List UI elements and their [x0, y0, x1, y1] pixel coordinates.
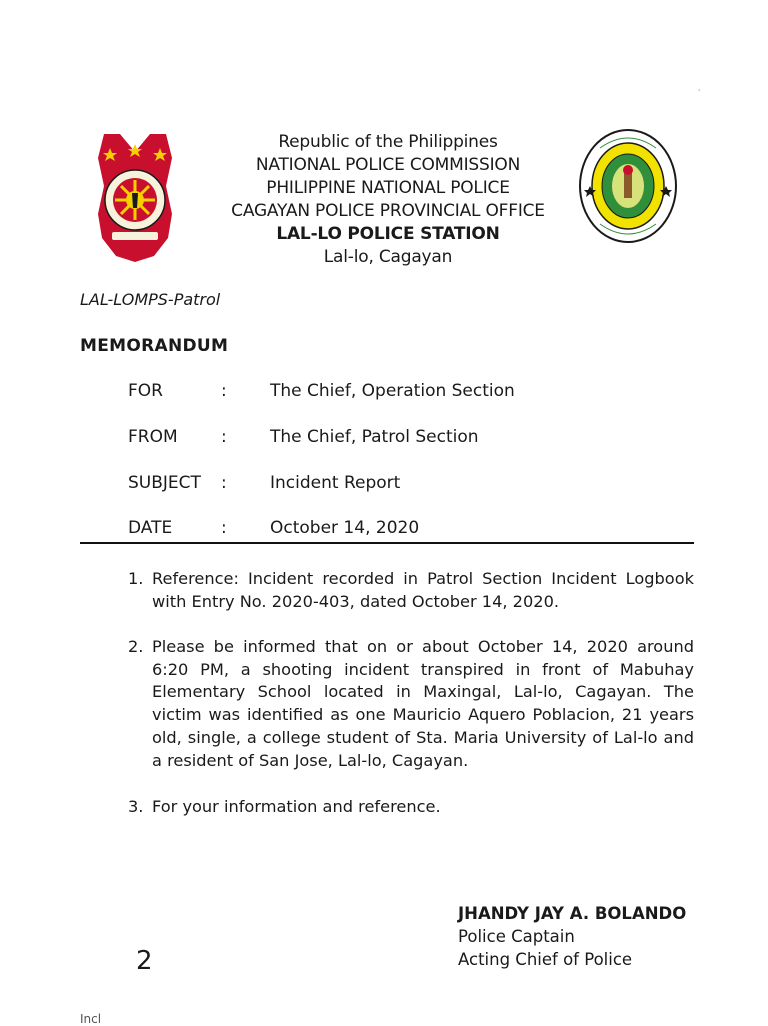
- paragraph-number: 1.: [128, 569, 144, 588]
- paragraph-text: For your information and reference.: [152, 797, 441, 816]
- field-for: [128, 381, 728, 405]
- field-date: [128, 518, 728, 542]
- paragraph-number: 2.: [128, 637, 144, 656]
- field-from: [128, 427, 728, 451]
- paragraph-text: Reference: Incident recorded in Patrol Section Incident Logbook with Entry No. 2020-403, dated October 14, 2020.: [152, 569, 694, 611]
- paragraph-3: [128, 796, 694, 819]
- paragraph-text: Please be informed that on or about October 14, 2020 around 6:20 PM, a shooting incident transpired in front of Mabuhay Elementary School located in Maxingal, Lal-lo, Cagayan. The victim was identified as one Mauricio Aquero Poblacion, 21 years old, single, a college student of Sta. Maria University of Lal-lo and a resident of San Jose, Lal-lo, Cagayan.: [152, 637, 694, 770]
- header-republic: Republic of the Philippines: [278, 132, 498, 152]
- reference-code: LAL-LOMPS-Patrol: [80, 290, 221, 309]
- footer-text: Incl: [80, 1012, 102, 1026]
- field-colon: :: [221, 473, 227, 493]
- field-label: DATE: [128, 518, 173, 538]
- field-label: FOR: [128, 381, 163, 401]
- field-value: October 14, 2020: [270, 518, 420, 538]
- header-location: Lal-lo, Cagayan: [323, 247, 453, 267]
- paragraph-2: [128, 636, 694, 772]
- field-colon: :: [221, 427, 227, 447]
- field-value: The Chief, Operation Section: [270, 381, 515, 401]
- page-number: 2: [136, 946, 153, 976]
- paragraph-number: 3.: [128, 797, 144, 816]
- header-provincial-office: CAGAYAN POLICE PROVINCIAL OFFICE: [231, 201, 545, 221]
- field-colon: :: [221, 518, 227, 538]
- field-value: Incident Report: [270, 473, 401, 493]
- signatory-position: Acting Chief of Police: [458, 950, 633, 969]
- paragraph-1: [128, 568, 694, 613]
- header-napolcom: NATIONAL POLICE COMMISSION: [255, 155, 521, 175]
- signatory-name: JHANDY JAY A. BOLANDO: [458, 904, 687, 923]
- field-subject: [128, 473, 728, 497]
- signatory-rank: Police Captain: [458, 927, 575, 946]
- field-colon: :: [221, 381, 227, 401]
- field-label: FROM: [128, 427, 178, 447]
- field-value: The Chief, Patrol Section: [270, 427, 479, 447]
- field-label: SUBJECT: [128, 473, 201, 493]
- header-station: LAL-LO POLICE STATION: [276, 224, 500, 244]
- divider-rule: [80, 542, 694, 544]
- header-pnp: PHILIPPINE NATIONAL POLICE: [266, 178, 510, 198]
- memo-title: MEMORANDUM: [80, 336, 229, 356]
- scan-mark: ': [698, 88, 701, 97]
